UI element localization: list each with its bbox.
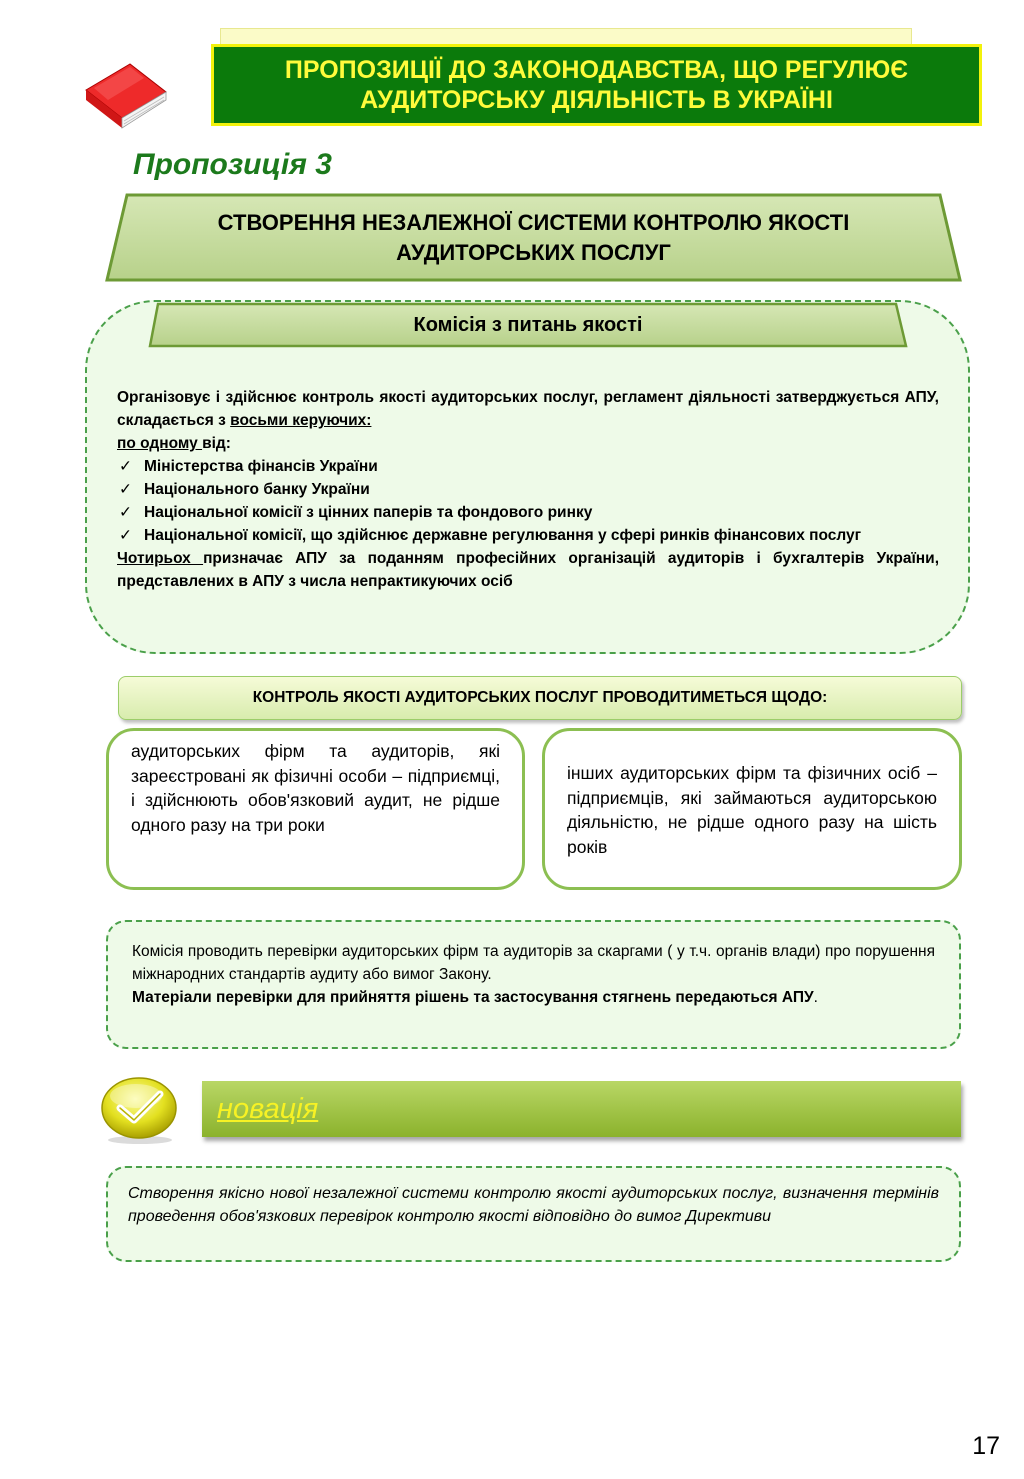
one-each-rest: від: bbox=[202, 435, 231, 452]
check-icon: ✓ bbox=[119, 504, 132, 521]
novation-description: Створення якісно нової незалежної системи контролю якості аудиторських послуг, визначення термінів проведення обов'язкових перевірок контролю якості відповідно до вимог Директиви bbox=[128, 1185, 939, 1225]
four-underlined: Чотирьох bbox=[117, 550, 204, 567]
commission-list bbox=[117, 455, 939, 547]
check-circle-icon bbox=[98, 1074, 180, 1146]
list-item-text: Національної комісії, що здійснює державне регулювання у сфері ринків фінансових послуг bbox=[144, 527, 862, 544]
control-title-bar bbox=[118, 676, 962, 720]
list-item-text: Національного банку України bbox=[144, 481, 370, 498]
complaints-bold-line bbox=[132, 986, 935, 1009]
novation-bar bbox=[202, 1081, 961, 1137]
page-title: ПРОПОЗИЦІЇ ДО ЗАКОНОДАВСТВА, ЩО РЕГУЛЮЄ АУДИТОРСЬКУ ДІЯЛЬНІСТЬ В УКРАЇНІ bbox=[284, 56, 909, 114]
control-left-box bbox=[106, 728, 525, 890]
control-right-box bbox=[542, 728, 962, 890]
proposal-label: Пропозиція 3 bbox=[133, 148, 332, 181]
check-icon: ✓ bbox=[119, 527, 132, 544]
main-banner bbox=[105, 193, 962, 283]
control-left-text: аудиторських фірм та аудиторів, які зареєстровані як фізичні особи – підприємці, і здійснюють обов'язковий аудит, не рідше одного разу на три роки bbox=[131, 741, 500, 835]
one-each-underlined: по одному bbox=[117, 435, 203, 452]
commission-intro-text: Організовує і здійснює контроль якості аудиторських послуг, регламент діяльності затверджується АПУ, складається з bbox=[117, 389, 939, 429]
complaints-text: Комісія проводить перевірки аудиторських фірм та аудиторів за скаргами ( у т.ч. органів влади) про порушення міжнародних стандартів аудиту або вимог Закону. bbox=[132, 943, 935, 983]
complaints-panel bbox=[106, 920, 961, 1049]
check-icon: ✓ bbox=[119, 458, 132, 475]
main-banner-title: СТВОРЕННЯ НЕЗАЛЕЖНОЇ СИСТЕМИ КОНТРОЛЮ ЯКОСТІ АУДИТОРСЬКИХ ПОСЛУГ bbox=[217, 210, 850, 265]
list-item bbox=[117, 455, 939, 478]
page-number: 17 bbox=[972, 1432, 1000, 1460]
novation-label: новація bbox=[217, 1092, 319, 1125]
control-title: КОНТРОЛЬ ЯКОСТІ АУДИТОРСЬКИХ ПОСЛУГ ПРОВОДИТИМЕТЬСЯ ЩОДО: bbox=[252, 689, 828, 706]
header-banner bbox=[211, 44, 982, 126]
commission-four bbox=[117, 547, 939, 593]
commission-banner bbox=[148, 302, 908, 348]
control-right-text: інших аудиторських фірм та фізичних осіб – підприємців, які займаються аудиторською діяльністю, не рідше одного разу на шість років bbox=[567, 763, 937, 857]
novation-description-panel bbox=[106, 1166, 961, 1262]
list-item-text: Міністерства фінансів України bbox=[144, 458, 378, 475]
list-item-text: Національної комісії з цінних паперів та фондового ринку bbox=[144, 504, 593, 521]
commission-title: Комісія з питань якості bbox=[413, 313, 643, 336]
commission-body bbox=[117, 386, 939, 593]
commission-one-each bbox=[117, 432, 939, 455]
list-item bbox=[117, 524, 939, 547]
complaints-bold-text: Матеріали перевірки для прийняття рішень та застосування стягнень передаються АПУ bbox=[132, 989, 814, 1006]
list-item bbox=[117, 501, 939, 524]
list-item bbox=[117, 478, 939, 501]
commission-intro-underlined: восьми керуючих: bbox=[230, 412, 372, 429]
commission-intro bbox=[117, 386, 939, 432]
check-icon: ✓ bbox=[119, 481, 132, 498]
book-icon bbox=[80, 52, 172, 132]
four-rest: призначає АПУ за поданням професійних організацій аудиторів і бухгалтерів України, представлених в АПУ з числа непрактикуючих осіб bbox=[117, 550, 940, 590]
complaints-bold-suffix: . bbox=[813, 989, 818, 1006]
